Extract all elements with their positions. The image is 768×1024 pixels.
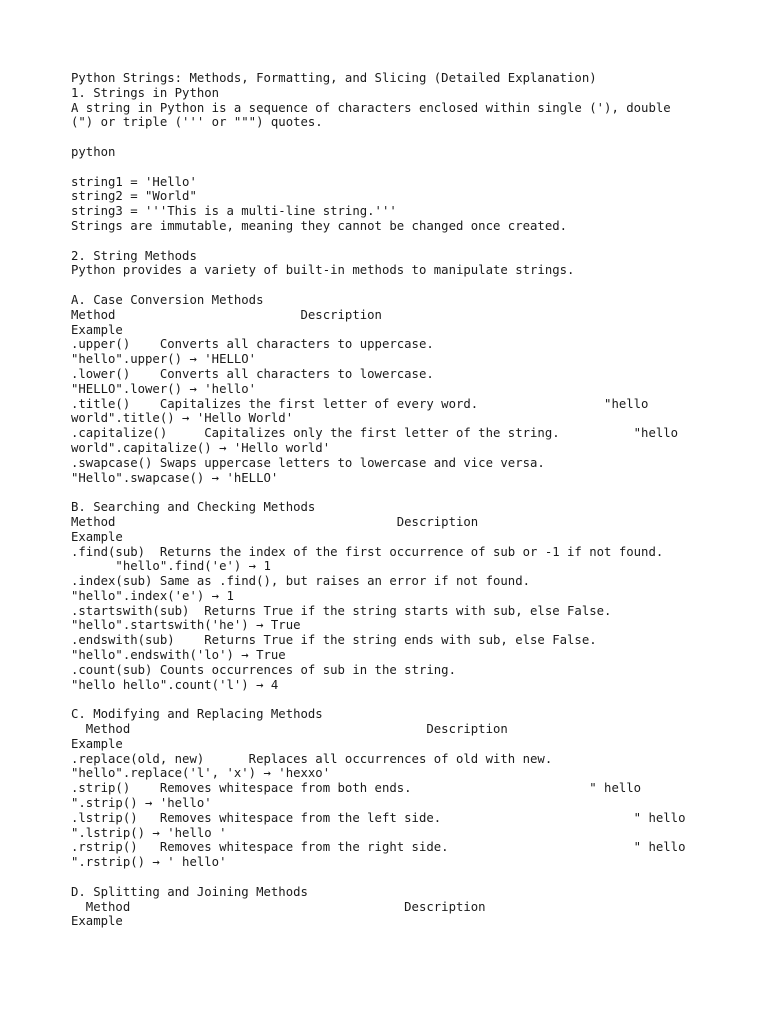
table-row-line: world".capitalize() → 'Hello world' (71, 440, 331, 455)
table-row-line: .replace(old, new) Replaces all occurrences of old with new. (71, 751, 553, 766)
code-language-label: python (71, 144, 116, 159)
table-row-line: .find(sub) Returns the index of the first occurrence of sub or -1 if not found. (71, 544, 664, 559)
blank-line (71, 692, 761, 707)
paragraph-line: Python provides a variety of built-in methods to manipulate strings. (71, 263, 575, 278)
blank-line (71, 130, 761, 145)
blank-line (71, 278, 761, 293)
table-row-line: .capitalize() Capitalizes only the first letter of the string. "hello (71, 426, 679, 441)
table-row-line: "hello".index('e') → 1 (71, 588, 234, 603)
table-header-line: Example (71, 322, 123, 337)
section-heading: 2. String Methods (71, 248, 197, 263)
table-row-line: .upper() Converts all characters to uppercase. (71, 337, 434, 352)
blank-line (71, 234, 761, 249)
table-row-line: .count(sub) Counts occurrences of sub in the string. (71, 662, 456, 677)
paragraph-line: A string in Python is a sequence of characters enclosed within single ('), double (71, 100, 671, 115)
table-header-line: Example (71, 914, 123, 929)
table-row-line: "Hello".swapcase() → 'hELLO' (71, 470, 279, 485)
table-row-line: .endswith(sub) Returns True if the string ends with sub, else False. (71, 633, 597, 648)
code-line: string2 = "World" (71, 189, 197, 204)
blank-line (71, 160, 761, 175)
table-header-line: Method Description (71, 899, 486, 914)
table-row-line: "HELLO".lower() → 'hello' (71, 381, 257, 396)
table-row-line: ".lstrip() → 'hello ' (71, 825, 227, 840)
table-row-line: ".strip() → 'hello' (71, 796, 212, 811)
table-row-line: .lstrip() Removes whitespace from the left side. " hello (71, 810, 686, 825)
code-line: string1 = 'Hello' (71, 174, 197, 189)
subsection-heading: D. Splitting and Joining Methods (71, 884, 308, 899)
table-row-line: "hello".endswith('lo') → True (71, 648, 286, 663)
table-header-line: Method Description (71, 514, 479, 529)
subsection-heading: C. Modifying and Replacing Methods (71, 707, 323, 722)
subsection-heading: B. Searching and Checking Methods (71, 500, 316, 515)
table-row-line: "hello".upper() → 'HELLO' (71, 352, 257, 367)
table-row-line: "hello hello".count('l') → 4 (71, 677, 279, 692)
document-body (71, 71, 761, 929)
document-title: Python Strings: Methods, Formatting, and Slicing (Detailed Explanation) (71, 71, 597, 85)
paragraph-line: (") or triple (''' or """) quotes. (71, 115, 323, 130)
table-row-line: .startswith(sub) Returns True if the string starts with sub, else False. (71, 603, 612, 618)
subsection-heading: A. Case Conversion Methods (71, 292, 264, 307)
table-header-line: Example (71, 736, 123, 751)
table-row-line: .swapcase() Swaps uppercase letters to lowercase and vice versa. (71, 455, 545, 470)
paragraph-line: Strings are immutable, meaning they cannot be changed once created. (71, 218, 568, 233)
table-header-line: Method Description (71, 722, 508, 737)
table-row-line: "hello".find('e') → 1 (71, 559, 271, 574)
section-heading: 1. Strings in Python (71, 85, 220, 100)
table-header-line: Example (71, 529, 123, 544)
table-row-line: .title() Capitalizes the first letter of every word. "hello (71, 396, 649, 411)
table-header-line: Method Description (71, 307, 382, 322)
table-row-line: "hello".startswith('he') → True (71, 618, 301, 633)
table-row-line: world".title() → 'Hello World' (71, 411, 294, 426)
table-row-line: "hello".replace('l', 'x') → 'hexxo' (71, 766, 331, 781)
blank-line (71, 485, 761, 500)
table-row-line: .rstrip() Removes whitespace from the right side. " hello (71, 840, 686, 855)
table-row-line: .index(sub) Same as .find(), but raises an error if not found. (71, 574, 531, 589)
table-row-line: .strip() Removes whitespace from both ends. " hello (71, 781, 642, 796)
blank-line (71, 870, 761, 885)
code-line: string3 = '''This is a multi-line string.''' (71, 204, 397, 219)
table-row-line: .lower() Converts all characters to lowercase. (71, 366, 434, 381)
table-row-line: ".rstrip() → ' hello' (71, 855, 227, 870)
